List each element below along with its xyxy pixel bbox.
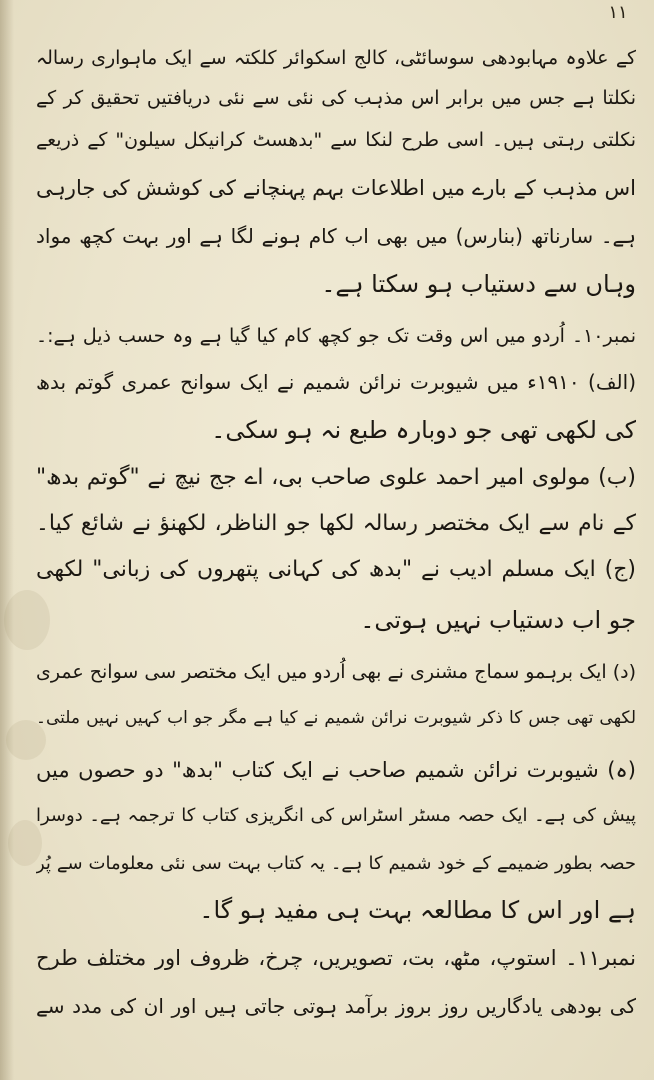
text-line: کے نام سے ایک مختصر رسالہ لکھا جو الناظر، لکھنؤ نے شائع کیا۔ [36,511,636,536]
text-line: نمبر۱۰۔ اُردو میں اس وقت تک جو کچھ کام کیا گیا ہے وہ حسب ذیل ہے:۔ [36,325,636,347]
text-line: (ب) مولوی امیر احمد علوی صاحب بی، اے جج نیچ نے "گوتم بدھ" [36,465,636,490]
text-line: کی لکھی تھی جو دوبارہ طبع نہ ہو سکی۔ [211,416,636,444]
text-line: حصہ بطور ضمیمے کے خود شمیم کا ہے۔ یہ کتاب بہت سی نئی معلومات سے پُر [36,853,636,874]
text-line: نکلتا ہے جس میں برابر اس مذہب کی نئی سے نئی دریافتیں تحقیق کر کے [36,87,636,109]
text-line: ہے اور اس کا مطالعہ بہت ہی مفید ہو گا۔ [199,896,636,924]
page-edge-shadow [0,0,14,1080]
text-line: لکھی تھی جس کا ذکر شیوبرت نرائن شمیم نے کیا ہے مگر جو اب کہیں نہیں ملتی۔ [36,708,636,728]
text-line: (الف) ۱۹۱۰ء میں شیوبرت نرائن شمیم نے ایک سوانح عمری گوتم بدھ [36,370,636,394]
text-line: پیش کی ہے۔ ایک حصہ مسٹر اسٹراس کی انگریزی کتاب کا ترجمہ ہے۔ دوسرا [36,805,636,826]
text-line: (ج) ایک مسلم ادیب نے "بدھ کی کہانی پتھروں کی زبانی" لکھی [36,557,636,582]
text-line: کے علاوہ مہابودھی سوسائٹی، کالج اسکوائر کلکتہ سے ایک ماہواری رسالہ [36,47,636,69]
page-number: ۱۱ [608,2,628,23]
text-line: (د) ایک برہمو سماج مشنری نے بھی اُردو میں ایک مختصر سی سوانح عمری [36,661,636,683]
text-line: جو اب دستیاب نہیں ہوتی۔ [360,606,636,634]
text-line: کی بودھی یادگاریں روز بروز برآمد ہوتی جاتی ہیں اور ان کی مدد سے [36,994,636,1018]
text-line: (ہ) شیوبرت نرائن شمیم صاحب نے ایک کتاب "بدھ" دو حصوں میں [36,758,636,782]
text-line: نکلتی رہتی ہیں۔ اسی طرح لنکا سے "بدھسٹ کرانیکل سیلون" کے ذریعے [36,129,636,151]
text-line: وہاں سے دستیاب ہو سکتا ہے۔ [321,270,636,298]
text-line: نمبر۱۱۔ استوپ، مٹھ، بت، تصویریں، چرخ، ظروف اور مختلف طرح [36,946,636,970]
text-line: اس مذہب کے بارے میں اطلاعات بہم پہنچانے کی کوشش کی جارہی [36,176,636,200]
text-line: ہے۔ سارناتھ (بنارس) میں بھی اب کام ہونے لگا ہے اور بہت کچھ مواد [36,224,636,248]
body-text [18,38,636,1078]
